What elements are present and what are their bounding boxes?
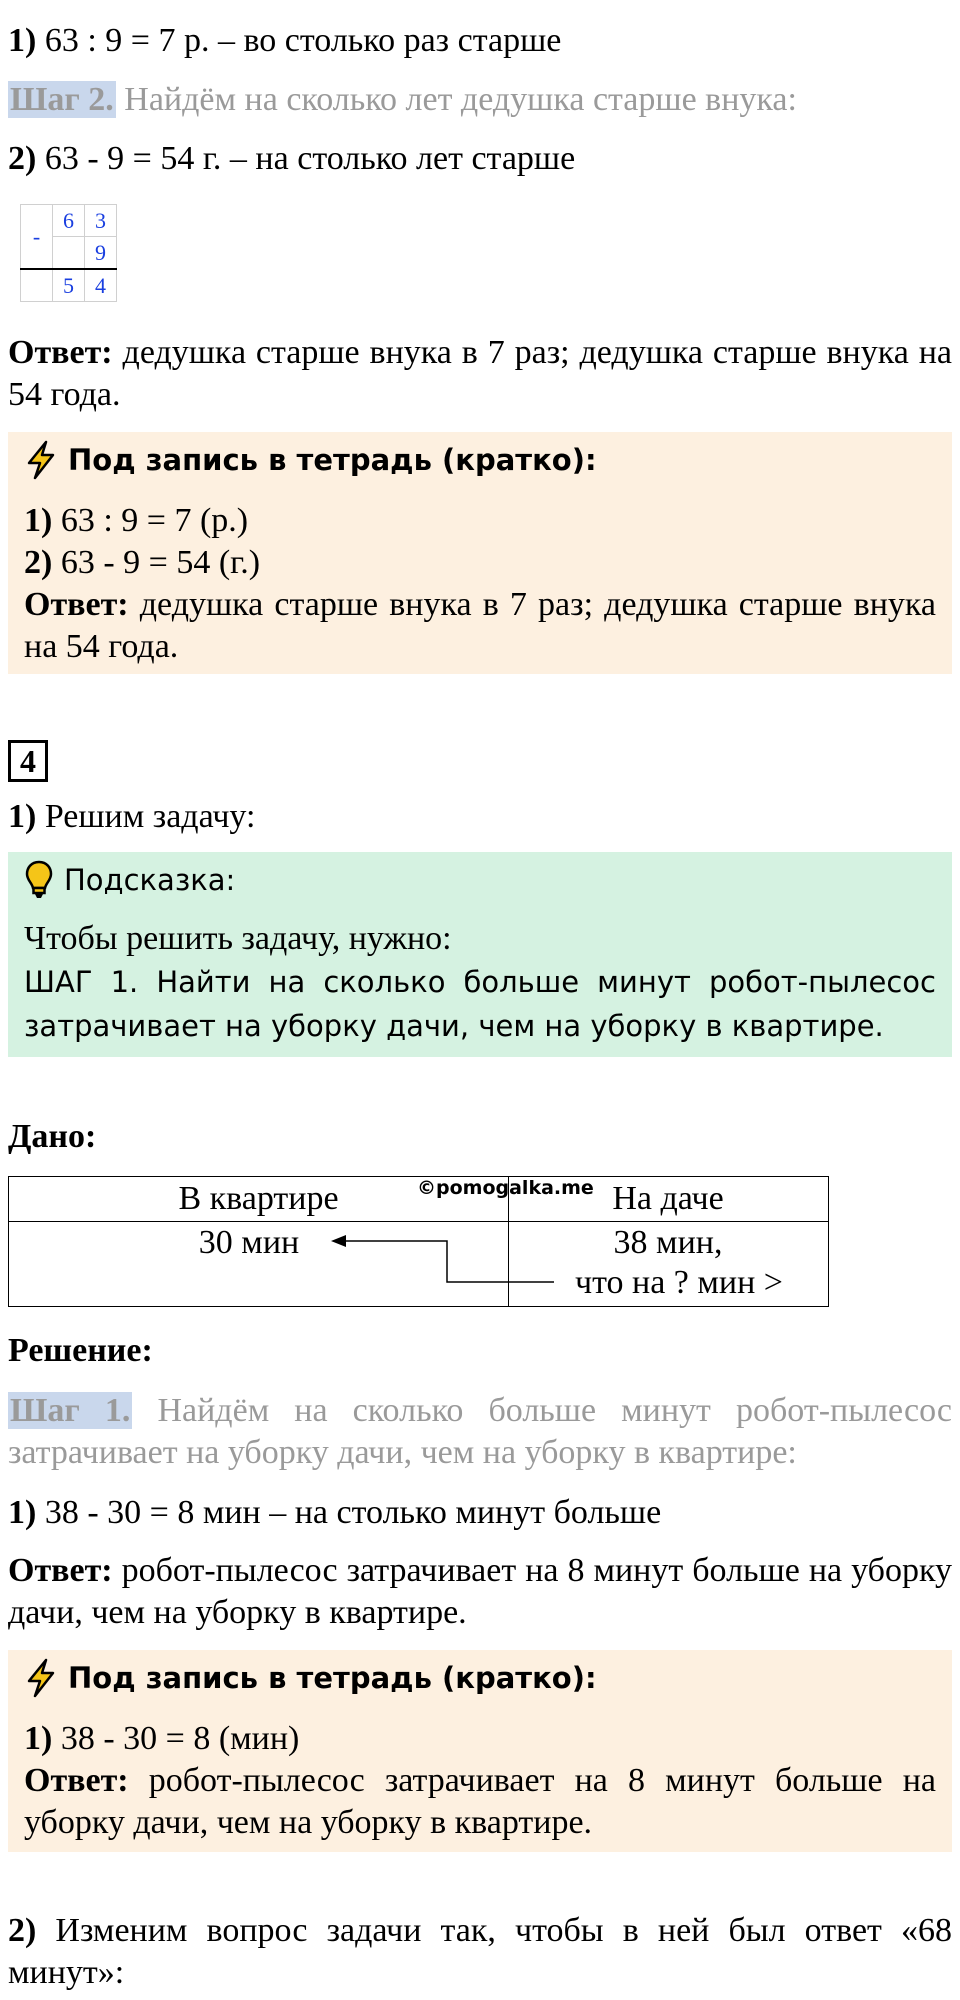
- watermark: ©pomogalka.me: [417, 1177, 594, 1199]
- line-text: 38 - 30 = 8 (мин): [52, 1720, 300, 1757]
- line-2-calc: [8, 138, 952, 180]
- lightning-icon: [24, 440, 58, 480]
- column-subtraction: [20, 204, 117, 302]
- col-header-dacha: На даче: [612, 1180, 724, 1217]
- notebook-box-title: Под запись в тетрадь (кратко):: [68, 1661, 597, 1695]
- answer-text: робот-пылесос затрачивает на 8 минут больше на уборку дачи, чем на уборку в квартире.: [24, 1762, 936, 1841]
- note-answer: [24, 584, 936, 668]
- empty-cell: [21, 269, 53, 302]
- answer-2: [8, 1550, 952, 1634]
- digit: [53, 237, 85, 270]
- answer-label: Ответ:: [8, 334, 113, 371]
- part-text: Решим задачу:: [36, 798, 256, 835]
- solution-step-1: [8, 1390, 952, 1474]
- digit: 4: [85, 269, 117, 302]
- col-header-apartment: В квартире: [178, 1180, 339, 1217]
- line-text: 63 : 9 = 7 р. – во столько раз старше: [36, 22, 562, 59]
- dacha-question: что на ? мин >: [575, 1264, 783, 1301]
- note-line-1: [24, 500, 936, 542]
- note-line-2: [24, 542, 936, 584]
- dano-title-text: Дано:: [8, 1118, 97, 1155]
- answer-label: Ответ:: [8, 1552, 113, 1589]
- notebook-box-2: [8, 1650, 952, 1852]
- notebook-box-title: Под запись в тетрадь (кратко):: [68, 443, 597, 477]
- note-line-1: [24, 1718, 936, 1760]
- answer-label: Ответ:: [24, 1762, 129, 1799]
- line-num: 2): [24, 544, 53, 581]
- digit: 6: [53, 205, 85, 237]
- solution-title-text: Решение:: [8, 1332, 153, 1369]
- digit: 3: [85, 205, 117, 237]
- line-text: 38 - 30 = 8 мин – на столько минут больше: [36, 1494, 662, 1531]
- hint-box: [8, 852, 952, 1057]
- solution-line-1: [8, 1492, 952, 1534]
- part-num: 2): [8, 1912, 37, 1949]
- line-1-calc: [8, 20, 952, 62]
- apartment-value: 30 мин: [198, 1224, 300, 1261]
- lightning-icon: [24, 1658, 58, 1698]
- dano-title: [8, 1116, 952, 1158]
- notebook-box-header: [8, 432, 952, 488]
- dacha-value: 38 мин,: [613, 1224, 723, 1261]
- digit: 9: [85, 237, 117, 270]
- hint-step-label: ШАГ 1.: [24, 965, 139, 999]
- line-num: 1): [8, 1494, 37, 1531]
- step-2-label: Шаг 2.: [10, 81, 114, 118]
- note-answer: [24, 1760, 936, 1844]
- answer-text: робот-пылесос затрачивает на 8 минут больше на уборку дачи, чем на уборку в квартире.: [8, 1552, 952, 1631]
- step-2-text: Найдём на сколько лет дедушка старше внука:: [115, 81, 797, 118]
- line-num: 1): [24, 1720, 53, 1757]
- answer-text: дедушка старше внука в 7 раз; дедушка старше внука на 54 года.: [24, 586, 936, 665]
- line-num: 2): [8, 140, 37, 177]
- hint-line-1: Чтобы решить задачу, нужно:: [24, 920, 452, 957]
- notebook-box-1: [8, 432, 952, 674]
- minus-sign: -: [21, 205, 53, 270]
- line-num: 1): [24, 502, 53, 539]
- hint-title: Подсказка:: [64, 863, 236, 897]
- line-text: 63 - 9 = 54 (г.): [52, 544, 261, 581]
- digit: 5: [53, 269, 85, 302]
- answer-label: Ответ:: [24, 586, 129, 623]
- comparison-arrow: [9, 1177, 830, 1308]
- hint-step: [24, 960, 936, 1048]
- notebook-box-header: [8, 1650, 952, 1706]
- step-text: Найдём на сколько больше минут робот-пылесос затрачивает на уборку дачи, чем на уборку в квартире:: [8, 1392, 953, 1471]
- answer-text: дедушка старше внука в 7 раз; дедушка старше внука на 54 года.: [8, 334, 952, 413]
- part-2-heading: [8, 1910, 952, 1994]
- part-text: Изменим вопрос задачи так, чтобы в ней был ответ «68 минут»:: [8, 1912, 952, 1991]
- hint-header: [8, 852, 952, 908]
- lightbulb-icon: [24, 859, 54, 901]
- line-text: 63 : 9 = 7 (р.): [52, 502, 249, 539]
- step-label: Шаг 1.: [10, 1392, 131, 1429]
- line-num: 1): [8, 22, 37, 59]
- dano-table: [8, 1176, 829, 1307]
- hint-step-text: Найти на сколько больше минут робот-пылесос затрачивает на уборку дачи, чем на уборку в квартире.: [24, 965, 936, 1043]
- task-number: 4: [8, 740, 48, 782]
- solution-title: [8, 1330, 952, 1372]
- answer-1: [8, 332, 952, 416]
- part-num: 1): [8, 798, 37, 835]
- line-text: 63 - 9 = 54 г. – на столько лет старше: [36, 140, 576, 177]
- part-1-heading: [8, 796, 952, 838]
- step-2-line: [8, 79, 952, 121]
